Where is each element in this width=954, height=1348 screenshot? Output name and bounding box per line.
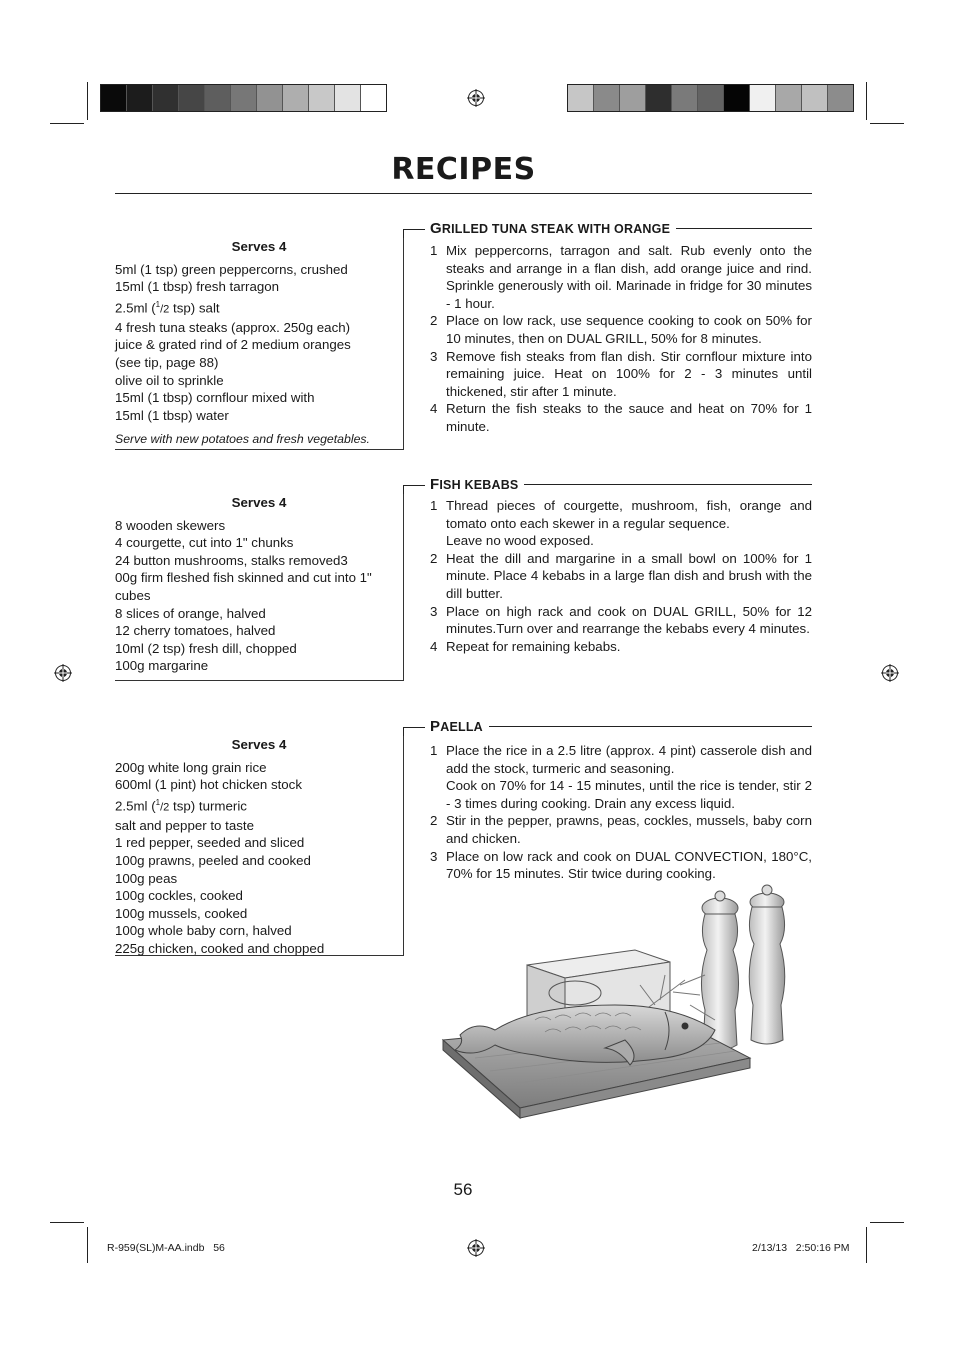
registration-mark-icon [467, 1239, 485, 1257]
method-tuna [430, 242, 812, 436]
heading-initial: G [430, 220, 442, 237]
color-swatch [231, 85, 257, 111]
ingredient: olive oil to sprinkle [115, 372, 224, 388]
registration-mark-icon [467, 89, 485, 107]
color-swatch [672, 85, 698, 111]
ingredient: 15ml (1 tbsp) fresh tarragon [115, 279, 280, 295]
ingredient: 8 slices of orange, halved [115, 605, 266, 621]
ingredient: 15ml (1 tbsp) cornflour mixed with [115, 390, 315, 406]
ingredient: 100g prawns, peeled and cooked [115, 852, 311, 868]
crop-mark [870, 1222, 904, 1223]
color-swatch [127, 85, 153, 111]
color-swatch [568, 85, 594, 111]
crop-mark [866, 1227, 867, 1263]
heading-text: AELLA [440, 719, 483, 734]
color-bar-left [100, 84, 387, 112]
ingredients-box-kebabs [115, 494, 404, 681]
ingredient: (see tip, page 88) [115, 354, 219, 370]
registration-mark-icon [881, 664, 899, 682]
method-step: 3 Place on low rack and cook on DUAL CONVECTION, 180°C, 70% for 15 minutes. Stir twice during cooking. [430, 848, 812, 882]
heading-rule [489, 726, 812, 727]
crop-mark [87, 82, 88, 120]
heading-initial: F [430, 476, 440, 493]
heading-hook [403, 727, 404, 736]
method-step: 1 Place the rice in a 2.5 litre (approx. 4 pint) casserole dish and add the stock, turmeric and seasoning. Cook on 70% for 14 - 15 minutes, until the rice is tender, stir 2 - 3 times during cooking. Drain any excess liquid. [430, 743, 812, 811]
color-swatch [802, 85, 828, 111]
crop-mark [870, 123, 904, 124]
color-swatch [828, 85, 853, 111]
serves-label: Serves 4 [231, 737, 287, 752]
ingredient: 2.5ml ($^1$/2 tsp) turmeric [115, 797, 247, 814]
heading-hook [403, 485, 404, 494]
color-swatch [335, 85, 361, 111]
ingredient: 12 cherry tomatoes, halved [115, 623, 276, 639]
color-swatch [750, 85, 776, 111]
method-step: 2 Heat the dill and margarine in a small bowl on 100% for 1 minute. Place 4 kebabs in a large flan dish and brush with the dill butter. [430, 550, 812, 601]
color-swatch [620, 85, 646, 111]
color-swatch [283, 85, 309, 111]
registration-mark-icon [54, 664, 72, 682]
ingredient: 100g whole baby corn, halved [115, 923, 292, 939]
ingredient: 4 courgette, cut into 1" chunks [115, 535, 294, 551]
method-step: 4 Return the fish steaks to the sauce and heat on 70% for 1 minute. [430, 401, 812, 434]
serves-label: Serves 4 [231, 239, 287, 254]
recipe-heading-kebabs [430, 476, 812, 493]
crop-mark [50, 1222, 84, 1223]
ingredient: 1 red pepper, seeded and sliced [115, 835, 305, 851]
color-swatch [205, 85, 231, 111]
method-kebabs [430, 497, 812, 655]
color-swatch [594, 85, 620, 111]
color-swatch [776, 85, 802, 111]
color-swatch [361, 85, 386, 111]
color-swatch [646, 85, 672, 111]
ingredient: 00g firm fleshed fish skinned and cut into 1" [115, 570, 372, 586]
method-step: 2 Place on low rack, use sequence cooking to cook on 50% for 10 minutes, then on DUAL GRILL, 50% for 8 minutes. [430, 313, 812, 346]
heading-rule [524, 484, 812, 485]
heading-text: ISH KEBABS [439, 477, 519, 492]
ingredient: 200g white long grain rice [115, 759, 267, 775]
ingredient: 100g margarine [115, 658, 209, 674]
crop-mark [87, 1227, 88, 1263]
ingredient: 15ml (1 tbsp) water [115, 407, 229, 423]
heading-rule [676, 228, 812, 229]
heading-hook [403, 485, 425, 486]
heading-initial: P [430, 718, 441, 735]
ingredient: 100g mussels, cooked [115, 905, 248, 921]
crop-mark [866, 82, 867, 120]
serves-label: Serves 4 [231, 495, 287, 510]
ingredient: juice & grated rind of 2 medium oranges [115, 337, 351, 353]
page-number: 56 [453, 1180, 473, 1199]
ingredient: 100g peas [115, 870, 178, 886]
ingredient: 10ml (2 tsp) fresh dill, chopped [115, 640, 297, 656]
method-step: 3 Place on high rack and cook on DUAL GRILL, 50% for 12 minutes.Turn over and rearrange the kebabs every 4 minutes. [430, 603, 812, 637]
heading-hook [403, 229, 404, 238]
color-swatch [698, 85, 724, 111]
ingredient: 8 wooden skewers [115, 517, 226, 533]
title-rule [115, 193, 812, 194]
ingredient: 2.5ml ($^1$/2 tsp) salt [115, 299, 220, 316]
footer-timestamp: 2/13/13 2:50:16 PM [752, 1242, 850, 1254]
method-step: 2 Stir in the pepper, prawns, peas, cockles, mussels, baby corn and chicken. [430, 813, 812, 846]
serving-note: Serve with new potatoes and fresh vegetables. [115, 432, 370, 447]
method-paella [430, 742, 812, 883]
method-step: 4 Repeat for remaining kebabs. [430, 638, 621, 654]
crop-mark [50, 123, 84, 124]
ingredient: 5ml (1 tsp) green peppercorns, crushed [115, 261, 348, 277]
recipe-heading-tuna [430, 220, 812, 237]
page-title: RECIPES [391, 152, 536, 187]
heading-hook [403, 727, 425, 728]
ingredient: salt and pepper to taste [115, 817, 254, 833]
method-step: 1 Mix peppercorns, tarragon and salt. Rub evenly onto the steaks and arrange in a flan dish, add orange juice and rind. Sprinkle generously with oil. Marinade in fridge for 30 minutes - 1 hour. [430, 243, 812, 311]
ingredient: cubes [115, 587, 151, 603]
color-swatch [179, 85, 205, 111]
ingredient: 100g cockles, cooked [115, 888, 243, 904]
footer-file-info: R-959(SL)M-AA.indb 56 [107, 1242, 225, 1254]
method-step: 3 Remove fish steaks from flan dish. Stir cornflour mixture into remaining juice. Heat on 100% for 2 - 3 minutes until thickened, stir after 1 minute. [430, 348, 812, 399]
ingredient: 24 button mushrooms, stalks removed3 [115, 552, 348, 568]
heading-text: RILLED TUNA STEAK WITH ORANGE [441, 221, 671, 236]
recipe-heading-paella [430, 718, 812, 735]
fish-on-board-illustration-icon [415, 880, 795, 1130]
color-swatch [257, 85, 283, 111]
color-swatch [309, 85, 335, 111]
color-swatch [153, 85, 179, 111]
ingredient: 4 fresh tuna steaks (approx. 250g each) [115, 319, 351, 335]
color-bar-right [567, 84, 854, 112]
color-swatch [101, 85, 127, 111]
heading-hook [403, 229, 425, 230]
ingredient: 225g chicken, cooked and chopped [115, 940, 325, 956]
method-step: 1 Thread pieces of courgette, mushroom, fish, orange and tomato onto each skewer in a regular sequence. Leave no wood exposed. [430, 498, 812, 549]
ingredient: 600ml (1 pint) hot chicken stock [115, 777, 302, 793]
color-swatch [724, 85, 750, 111]
ingredients-box-tuna [115, 238, 404, 450]
ingredients-box-paella [115, 736, 404, 956]
